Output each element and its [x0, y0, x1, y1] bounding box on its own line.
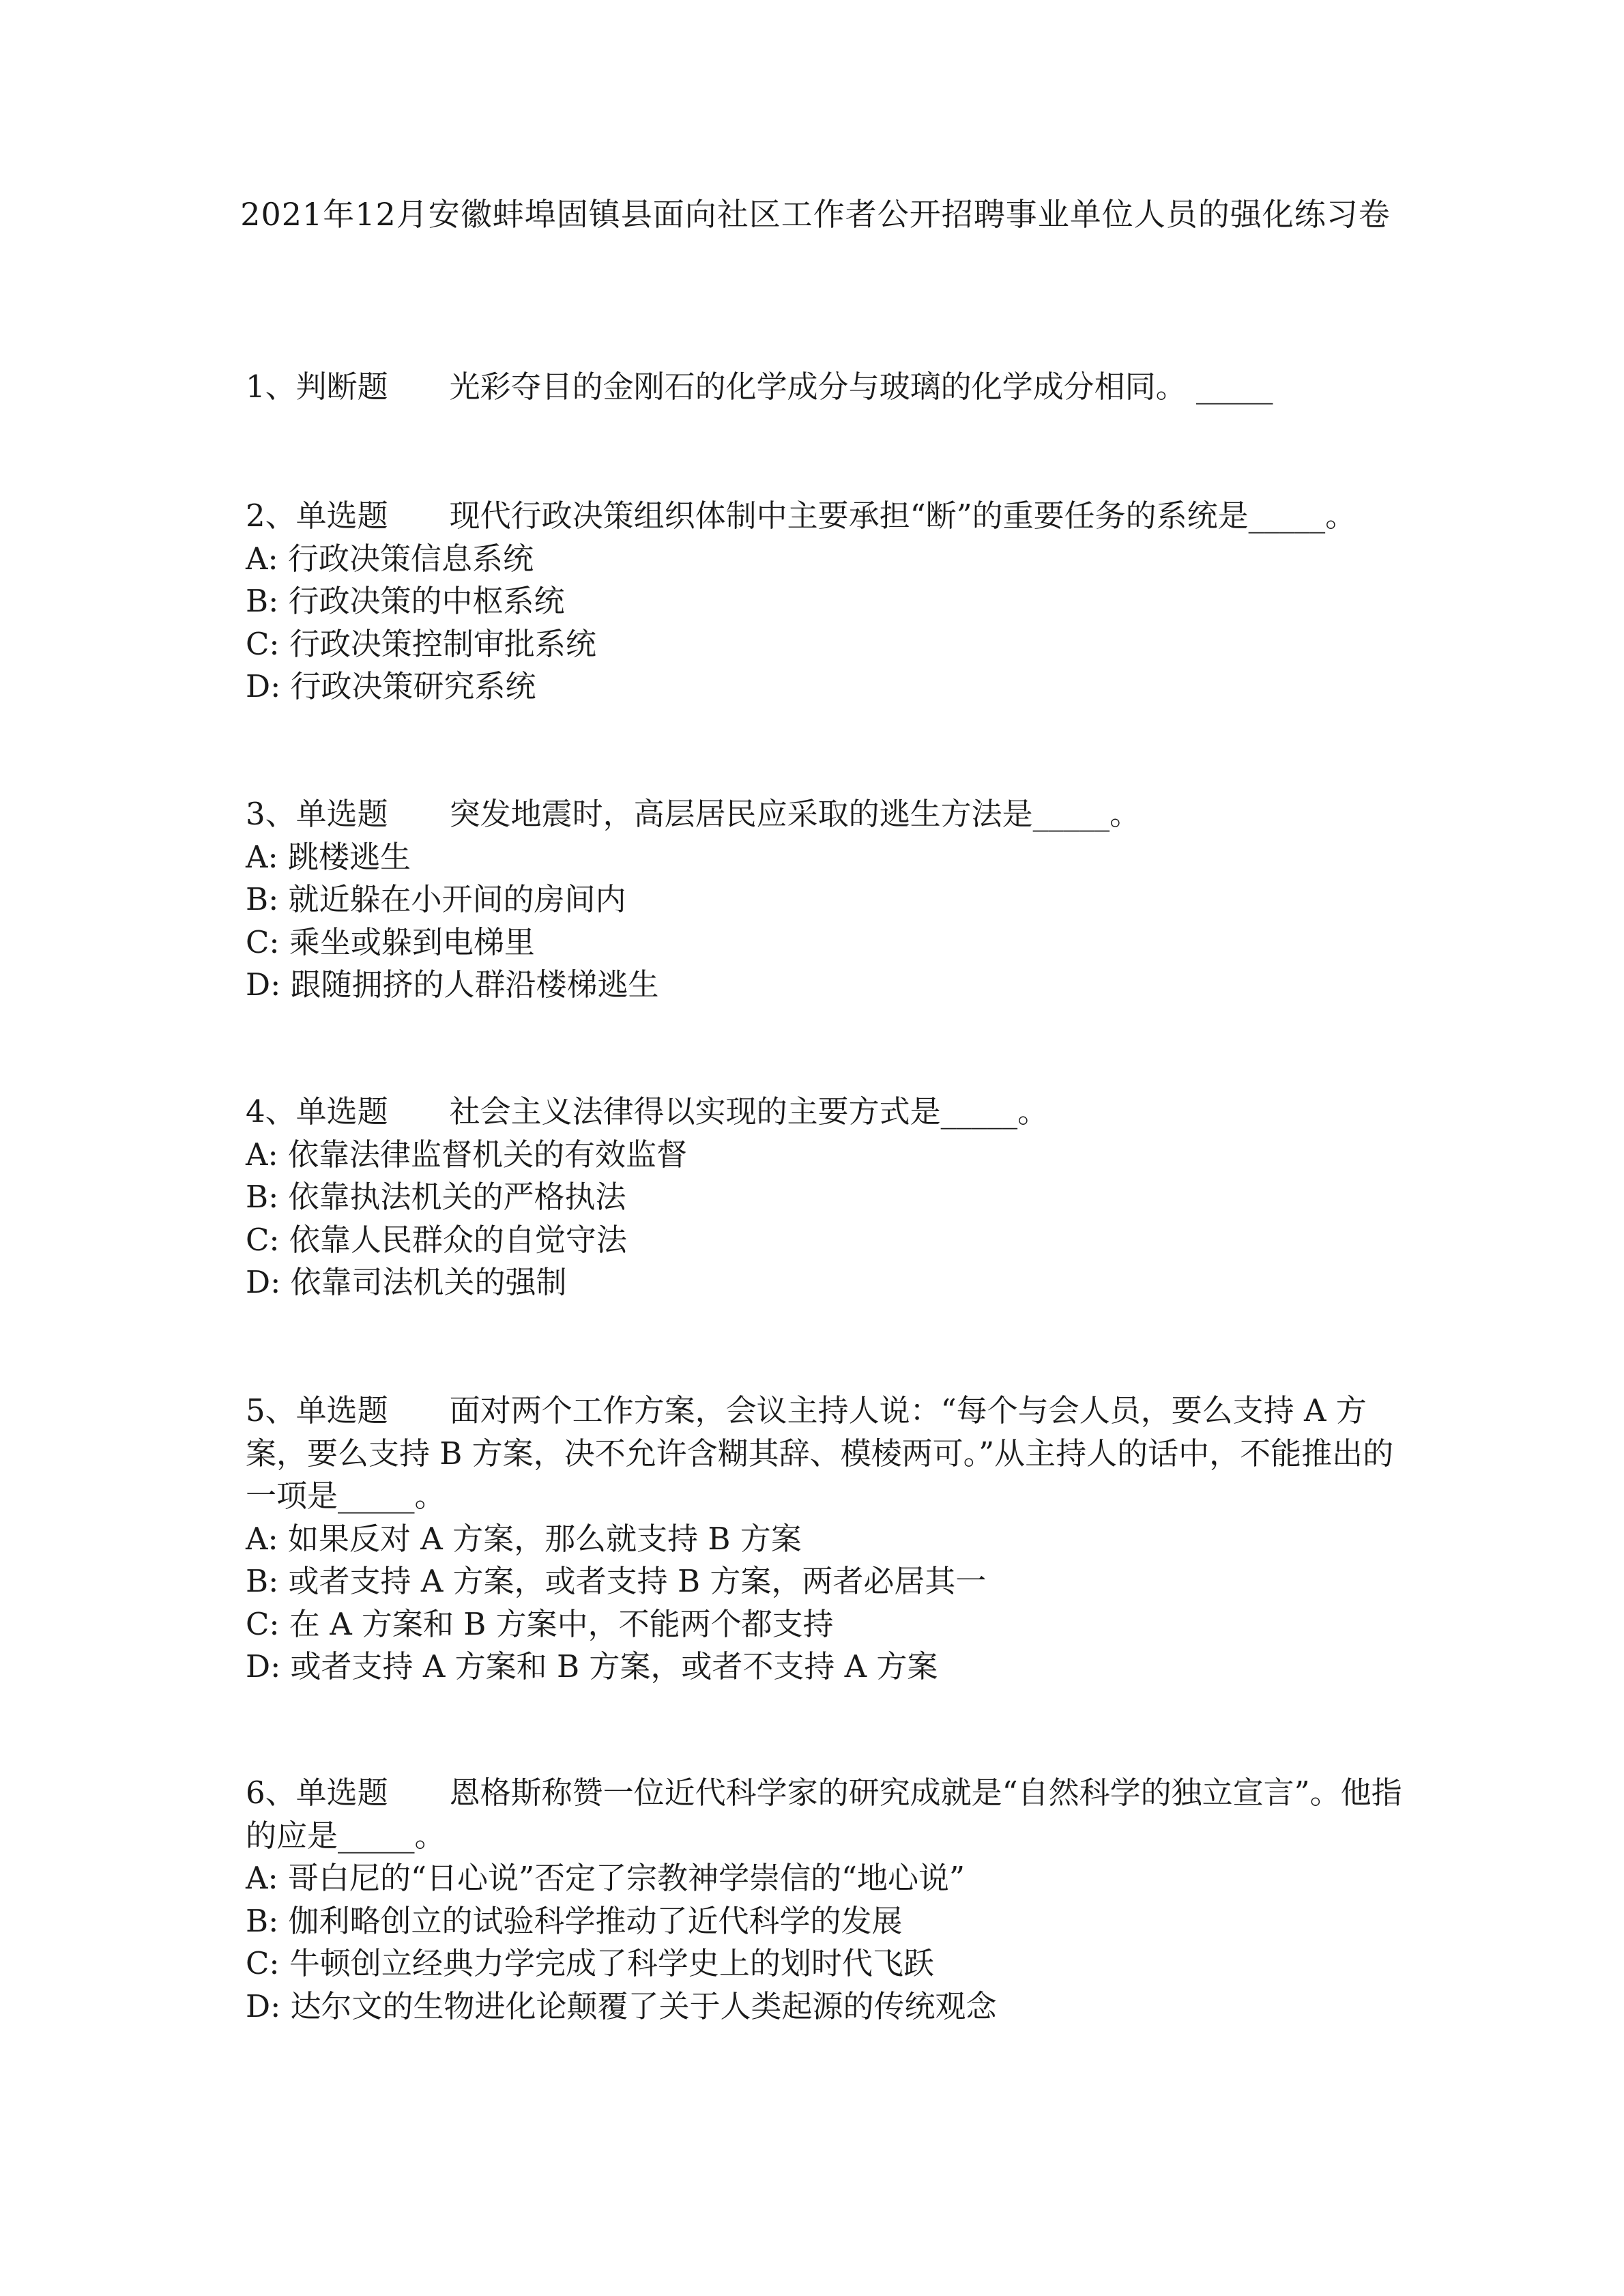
- option-list: [246, 1134, 1406, 1304]
- option-b: B: 伽利略创立的试验科学推动了近代科学的发展: [246, 1902, 903, 1939]
- option-d: D: 或者支持 A 方案和 B 方案，或者不支持 A 方案: [246, 1648, 938, 1684]
- question-number: 3、: [246, 796, 296, 832]
- option-c: C: 在 A 方案和 B 方案中，不能两个都支持: [246, 1605, 834, 1642]
- question-2: [246, 495, 1406, 708]
- question-stem: [246, 793, 1406, 836]
- question-type: 判断题: [295, 369, 388, 405]
- option-list: [246, 836, 1406, 1007]
- question-number: 6、: [246, 1775, 296, 1811]
- question-type: 单选题: [295, 796, 388, 832]
- question-type: 单选题: [295, 498, 388, 534]
- option-b: B: 或者支持 A 方案，或者支持 B 方案，两者必居其一: [246, 1563, 987, 1599]
- option-list: [246, 1857, 1406, 2028]
- option-b: B: 依靠执法机关的严格执法: [246, 1179, 626, 1215]
- question-text: 突发地震时，高层居民应采取的逃生方法是_____。: [449, 796, 1141, 832]
- question-text: 恩格斯称赞一位近代科学家的研究成就是“自然科学的独立宣言”。他指的应是_____。: [246, 1775, 1402, 1854]
- option-c: C: 牛顿创立经典力学完成了科学史上的划时代飞跃: [246, 1945, 934, 1981]
- question-3: [246, 793, 1406, 1007]
- question-6: [246, 1772, 1406, 2028]
- option-c: C: 依靠人民群众的自觉守法: [246, 1221, 627, 1258]
- option-c: C: 乘坐或躲到电梯里: [246, 923, 535, 960]
- question-text: 光彩夺目的金刚石的化学成分与玻璃的化学成分相同。 _____: [449, 369, 1273, 405]
- question-4: [246, 1091, 1406, 1304]
- option-d: D: 达尔文的生物进化论颠覆了关于人类起源的传统观念: [246, 1988, 997, 2024]
- option-a: A: 哥白尼的“日心说”否定了宗教神学崇信的“地心说”: [246, 1860, 965, 1896]
- question-stem: [246, 1772, 1406, 1857]
- question-type: 单选题: [295, 1775, 388, 1811]
- question-stem: [246, 1390, 1406, 1518]
- option-b: B: 行政决策的中枢系统: [246, 583, 565, 619]
- option-d: D: 行政决策研究系统: [246, 668, 536, 704]
- option-list: [246, 538, 1406, 708]
- question-text: 面对两个工作方案，会议主持人说：“每个与会人员，要么支持 A 方案，要么支持 B 方案，决不允许含糊其辞、模棱两可。”从主持人的话中，不能推出的一项是_____。: [246, 1392, 1394, 1514]
- option-a: A: 依靠法律监督机关的有效监督: [246, 1136, 687, 1173]
- question-stem: [246, 1091, 1406, 1134]
- question-5: [246, 1390, 1406, 1689]
- question-number: 4、: [246, 1093, 296, 1130]
- question-type: 单选题: [295, 1392, 388, 1429]
- option-a: A: 如果反对 A 方案，那么就支持 B 方案: [246, 1520, 802, 1557]
- option-c: C: 行政决策控制审批系统: [246, 625, 596, 662]
- question-number: 2、: [246, 498, 296, 534]
- question-number: 5、: [246, 1392, 296, 1429]
- option-list: [246, 1518, 1406, 1689]
- option-d: D: 跟随拥挤的人群沿楼梯逃生: [246, 966, 659, 1003]
- option-d: D: 依靠司法机关的强制: [246, 1264, 567, 1300]
- question-stem: [246, 366, 1406, 409]
- question-type: 单选题: [295, 1093, 388, 1130]
- question-text: 社会主义法律得以实现的主要方式是_____。: [449, 1093, 1049, 1130]
- document-title: 2021年12月安徽蚌埠固镇县面向社区工作者公开招聘事业单位人员的强化练习卷: [240, 196, 1391, 233]
- question-1: [246, 366, 1406, 409]
- option-a: A: 跳楼逃生: [246, 838, 411, 875]
- question-number: 1、: [246, 369, 296, 405]
- option-a: A: 行政决策信息系统: [246, 540, 534, 577]
- question-stem: [246, 495, 1406, 538]
- question-text: 现代行政决策组织体制中主要承担“断”的重要任务的系统是_____。: [449, 498, 1357, 534]
- option-b: B: 就近躲在小开间的房间内: [246, 881, 626, 917]
